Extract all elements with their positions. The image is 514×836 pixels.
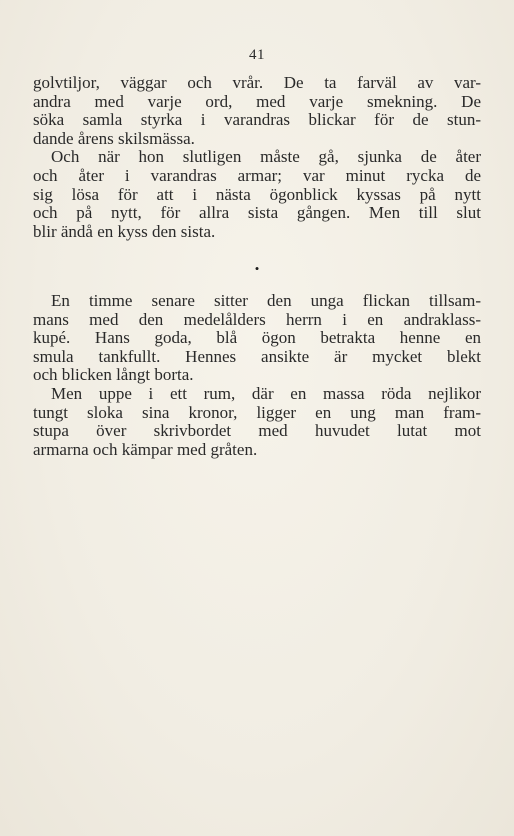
text-line: tungt sloka sina kronor, ligger en ung man fram- bbox=[33, 402, 481, 422]
text-line: sig lösa för att i nästa ögonblick kyssas på nytt bbox=[33, 184, 481, 204]
text-line: Men uppe i ett rum, där en massa röda nejlikor bbox=[51, 383, 481, 403]
text-line: andra med varje ord, med varje smekning. De bbox=[33, 91, 481, 111]
text-line: stupa över skrivbordet med huvudet lutat mot bbox=[33, 421, 481, 441]
text-line: dande årens skilsmässa. bbox=[33, 128, 195, 148]
text-line: och blicken långt borta. bbox=[33, 365, 194, 385]
paragraph bbox=[33, 385, 481, 459]
section-separator: • bbox=[254, 261, 260, 276]
text-line: smula tankfullt. Hennes ansikte är mycket blekt bbox=[33, 346, 481, 366]
text-line: golvtiljor, väggar och vrår. De ta farväl av var- bbox=[33, 73, 481, 92]
text-line: söka samla styrka i varandras blickar för de stun- bbox=[33, 110, 481, 130]
text-line: armarna och kämpar med gråten. bbox=[33, 439, 258, 459]
text-block-2 bbox=[33, 292, 481, 459]
text-line: Och när hon slutligen måste gå, sjunka de åter bbox=[51, 147, 481, 167]
text-line: mans med den medelålders herrn i en andraklass- bbox=[33, 309, 481, 329]
text-line: blir ändå en kyss den sista. bbox=[33, 221, 216, 241]
paragraph bbox=[33, 148, 481, 241]
text-line: kupé. Hans goda, blå ögon betrakta henne en bbox=[33, 328, 481, 348]
paragraph bbox=[33, 292, 481, 385]
page-number: 41 bbox=[249, 47, 265, 63]
text-block-1 bbox=[33, 74, 481, 241]
text-line: och på nytt, för allra sista gången. Men till slut bbox=[33, 203, 481, 223]
paragraph bbox=[33, 74, 481, 148]
text-line: och åter i varandras armar; var minut rycka de bbox=[33, 165, 481, 185]
text-line: En timme senare sitter den unga flickan tillsam- bbox=[51, 291, 481, 310]
